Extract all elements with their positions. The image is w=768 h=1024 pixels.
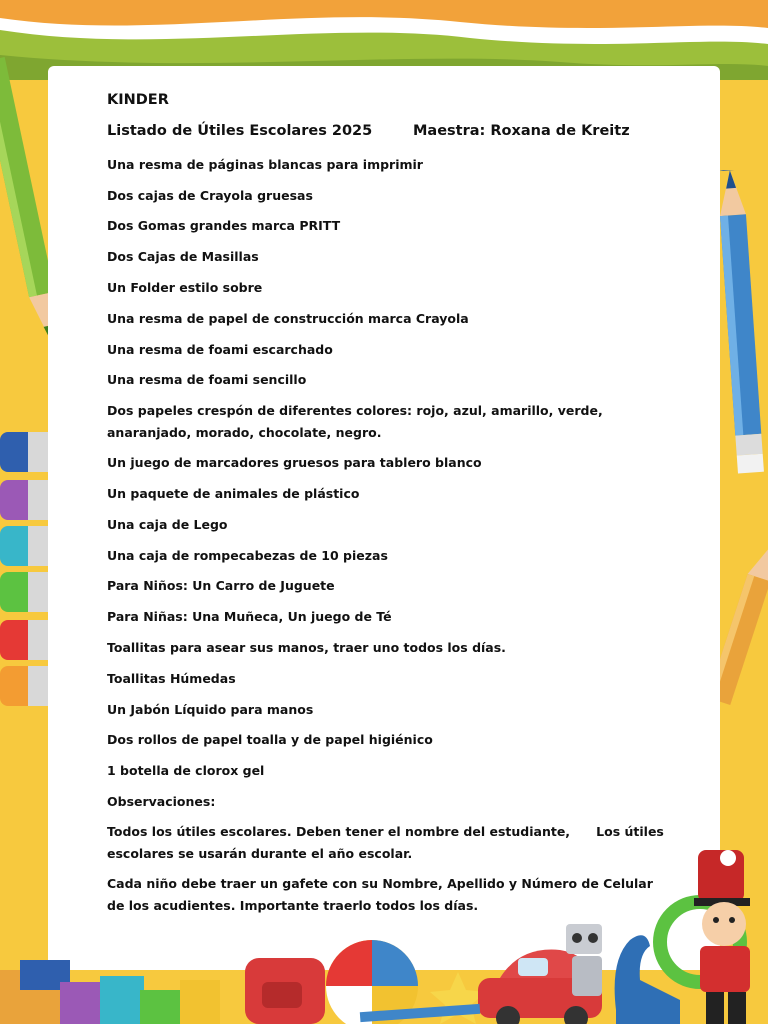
list-item: Dos rollos de papel toalla y de papel higiénico — [107, 732, 433, 748]
list-item: Una resma de papel de construcción marca Crayola — [107, 310, 469, 326]
list-item: Un Folder estilo sobre — [107, 279, 263, 295]
observations-label: Observaciones: — [107, 793, 216, 809]
page-title: KINDER — [107, 92, 169, 108]
list-item: Dos Cajas de Masillas — [107, 249, 259, 265]
supply-list-document — [107, 92, 667, 925]
markers-decoration — [0, 430, 50, 720]
observation-text: Cada niño debe traer un gafete con su Nombre, Apellido y Número de Celular de los acudientes. Importante traerlo todos los días. — [107, 875, 653, 913]
supply-list — [107, 154, 667, 782]
list-item: Dos papeles crespón de diferentes colores: rojo, azul, amarillo, verde, anaranjado, morado, chocolate, negro. — [107, 403, 603, 441]
list-item: Dos cajas de Crayola gruesas — [107, 187, 313, 203]
orange-pencil-icon — [716, 545, 768, 715]
list-item: Una resma de foami escarchado — [107, 341, 333, 357]
list-item: Una resma de páginas blancas para imprimir — [107, 156, 423, 172]
toys-decoration — [0, 850, 768, 1024]
list-item: Para Niñas: Una Muñeca, Un juego de Té — [107, 609, 392, 625]
blue-pencil-icon — [712, 170, 768, 490]
list-title: Listado de Útiles Escolares 2025 — [107, 123, 373, 140]
list-item: Toallitas para asear sus manos, traer uno todos los días. — [107, 639, 506, 655]
list-item: Un Jabón Líquido para manos — [107, 701, 314, 717]
list-item: Una caja de Lego — [107, 516, 228, 532]
list-header — [107, 123, 667, 140]
list-item: 1 botella de clorox gel — [107, 763, 265, 779]
list-item: Una caja de rompecabezas de 10 piezas — [107, 547, 388, 563]
list-item: Un paquete de animales de plástico — [107, 485, 360, 501]
list-item: Toallitas Húmedas — [107, 670, 236, 686]
list-item: Para Niños: Un Carro de Juguete — [107, 578, 335, 594]
teacher-name: Maestra: Roxana de Kreitz — [413, 123, 630, 140]
list-item: Un juego de marcadores gruesos para tablero blanco — [107, 455, 482, 471]
list-item: Una resma de foami sencillo — [107, 372, 307, 388]
observation-text: Todos los útiles escolares. Deben tener el nombre del estudiante, Los útiles escolares se usarán durante el año escolar. — [107, 823, 669, 861]
list-item: Dos Gomas grandes marca PRITT — [107, 218, 341, 234]
